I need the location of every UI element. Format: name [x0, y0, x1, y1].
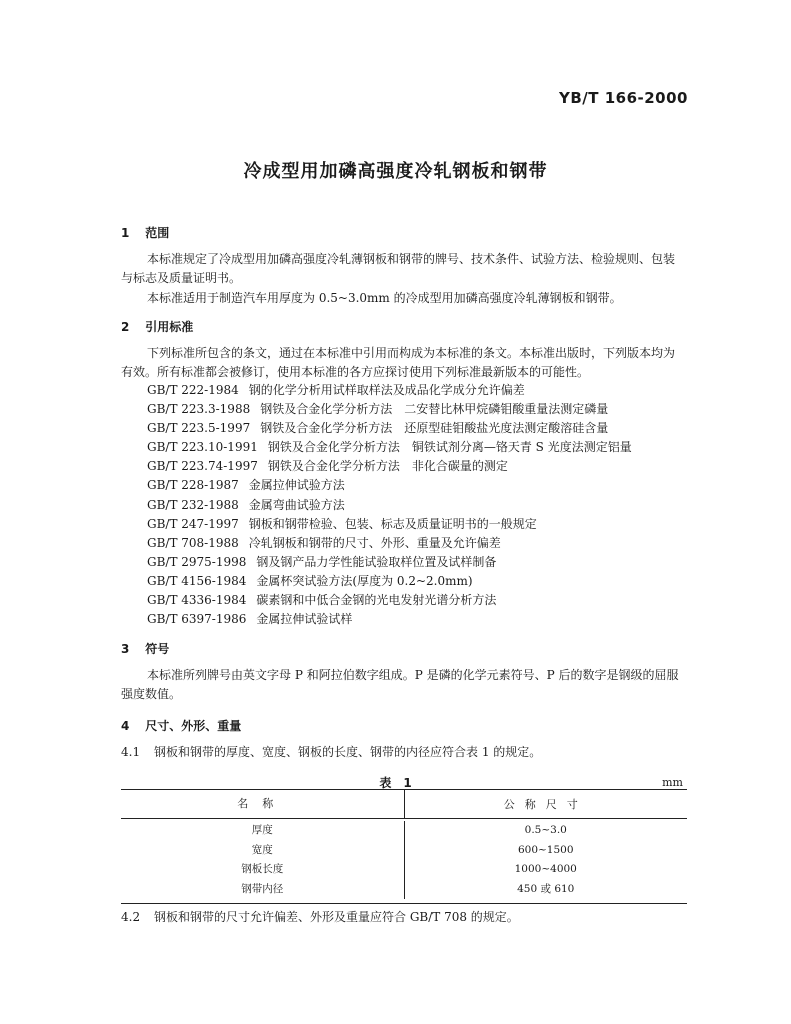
reference-code: GB/T 223.3-1988: [147, 402, 251, 417]
section-4-heading: [121, 717, 241, 734]
reference-code: GB/T 4156-1984: [147, 573, 247, 588]
reference-item: [147, 572, 632, 591]
table-cell: 450 或 610: [517, 882, 575, 895]
table-cell: 钢带内径: [241, 882, 284, 895]
section-number: 4: [121, 719, 130, 733]
standard-number: YB/T 166-2000: [558, 89, 688, 107]
reference-code: GB/T 222-1984: [147, 383, 239, 397]
table-cell: 厚度: [251, 824, 273, 836]
section-title: 符号: [145, 642, 170, 656]
table-cell: 600~1500: [517, 843, 574, 856]
section-number: 2: [121, 320, 130, 334]
clause-text: 钢板和钢带的尺寸允许偏差、外形及重量应符合 GB/T 708 的规定。: [154, 910, 519, 924]
table-column-size: [405, 821, 688, 899]
reference-code: GB/T 228-1987: [147, 478, 239, 493]
clause-number: 4.1: [121, 745, 141, 759]
reference-title: 钢的化学分析用试样取样法及成品化学成分允许偏差: [248, 383, 525, 397]
reference-item: [147, 591, 632, 610]
reference-title: 金属拉伸试验方法: [248, 478, 345, 493]
reference-code: GB/T 223.5-1997: [147, 421, 251, 436]
reference-item: [147, 419, 632, 438]
table-cell: 1000~4000: [514, 863, 577, 875]
table-cell: 钢板长度: [241, 863, 284, 875]
reference-code: GB/T 2975-1998: [147, 554, 247, 569]
reference-title: 金属杯突试验方法(厚度为 0.2~2.0mm): [256, 573, 473, 588]
symbol-paragraph: 本标准所列牌号由英文字母 P 和阿拉伯数字组成。P 是磷的化学元素符号、P 后的数字是钢级的屈服强度数值。: [121, 668, 679, 701]
reference-title: 碳素钢和中低合金钢的光电发射光谱分析方法: [256, 593, 497, 608]
references-intro: 下列标准所包含的条文，通过在本标准中引用而构成为本标准的条文。本标准出版时，下列版本均为有效。所有标准都会被修订，使用本标准的各方应探讨使用下列标准最新版本的可能性。: [121, 346, 676, 379]
reference-code: GB/T 223.74-1997: [147, 459, 258, 474]
reference-title: 钢铁及合金化学分析方法 还原型硅钼酸盐光度法测定酸溶硅含量: [260, 421, 609, 436]
reference-code: GB/T 232-1988: [147, 497, 239, 512]
reference-item: [147, 553, 632, 572]
reference-title: 钢铁及合金化学分析方法 二安替比林甲烷磷钼酸重量法测定磷量: [260, 402, 609, 417]
clause-4-2: [121, 908, 519, 925]
reference-code: GB/T 6397-1986: [147, 612, 247, 627]
table-cell: 宽度: [251, 843, 273, 856]
section-2-heading: [121, 318, 193, 335]
section-number: 3: [121, 642, 130, 656]
reference-item: [147, 400, 632, 419]
reference-item: [147, 457, 632, 476]
reference-item: [147, 476, 632, 495]
table-header-nominal-size: 公称尺寸: [503, 798, 588, 811]
reference-title: 金属拉伸试验试样: [256, 612, 353, 627]
reference-item: [147, 610, 632, 629]
reference-title: 冷轧钢板和钢带的尺寸、外形、重量及允许偏差: [248, 535, 501, 550]
reference-title: 金属弯曲试验方法: [248, 497, 345, 512]
table-caption: 表 1: [379, 776, 412, 790]
clause-text: 钢板和钢带的厚度、宽度、钢板的长度、钢带的内径应符合表 1 的规定。: [154, 745, 542, 759]
scope-paragraph-1: 本标准规定了冷成型用加磷高强度冷轧薄钢板和钢带的牌号、技术条件、试验方法、检验规则、包装与标志及质量证明书。: [121, 252, 676, 285]
document-title: 冷成型用加磷高强度冷轧钢板和钢带: [243, 161, 548, 182]
reference-code: GB/T 4336-1984: [147, 593, 247, 608]
section-title: 引用标准: [145, 320, 194, 334]
table-body: [121, 819, 687, 903]
reference-code: GB/T 223.10-1991: [147, 440, 258, 455]
table-unit: mm: [662, 776, 683, 789]
reference-item: [147, 534, 632, 553]
section-title: 尺寸、外形、重量: [145, 719, 242, 733]
section-number: 1: [121, 226, 130, 240]
reference-code: GB/T 708-1988: [147, 535, 239, 550]
reference-item: [147, 496, 632, 515]
section-1-heading: [121, 224, 169, 241]
reference-item: [147, 515, 632, 534]
reference-title: 钢板和钢带检验、包装、标志及质量证明书的一般规定: [248, 516, 537, 531]
table-column-name: [121, 821, 405, 899]
section-3-heading: [121, 640, 169, 657]
reference-title: 钢及钢产品力学性能试验取样位置及试样制备: [256, 554, 497, 569]
reference-list: [147, 381, 632, 629]
table-header-row: [121, 790, 687, 819]
table-cell: 0.5~3.0: [524, 824, 567, 836]
reference-code: GB/T 247-1997: [147, 516, 239, 531]
clause-4-1: [121, 743, 541, 760]
reference-title: 钢铁及合金化学分析方法 非化合碳量的测定: [267, 459, 508, 474]
section-title: 范围: [145, 226, 170, 240]
dimensions-table: [121, 789, 687, 904]
table-header-name: 名称: [121, 790, 405, 818]
scope-paragraph-2: 本标准适用于制造汽车用厚度为 0.5~3.0mm 的冷成型用加磷高强度冷轧薄钢板和钢带。: [147, 291, 622, 305]
reference-title: 钢铁及合金化学分析方法 铜铁试剂分离—铬天青 S 光度法测定铝量: [267, 440, 632, 455]
reference-item: [147, 381, 632, 400]
clause-number: 4.2: [121, 910, 141, 924]
reference-item: [147, 438, 632, 457]
